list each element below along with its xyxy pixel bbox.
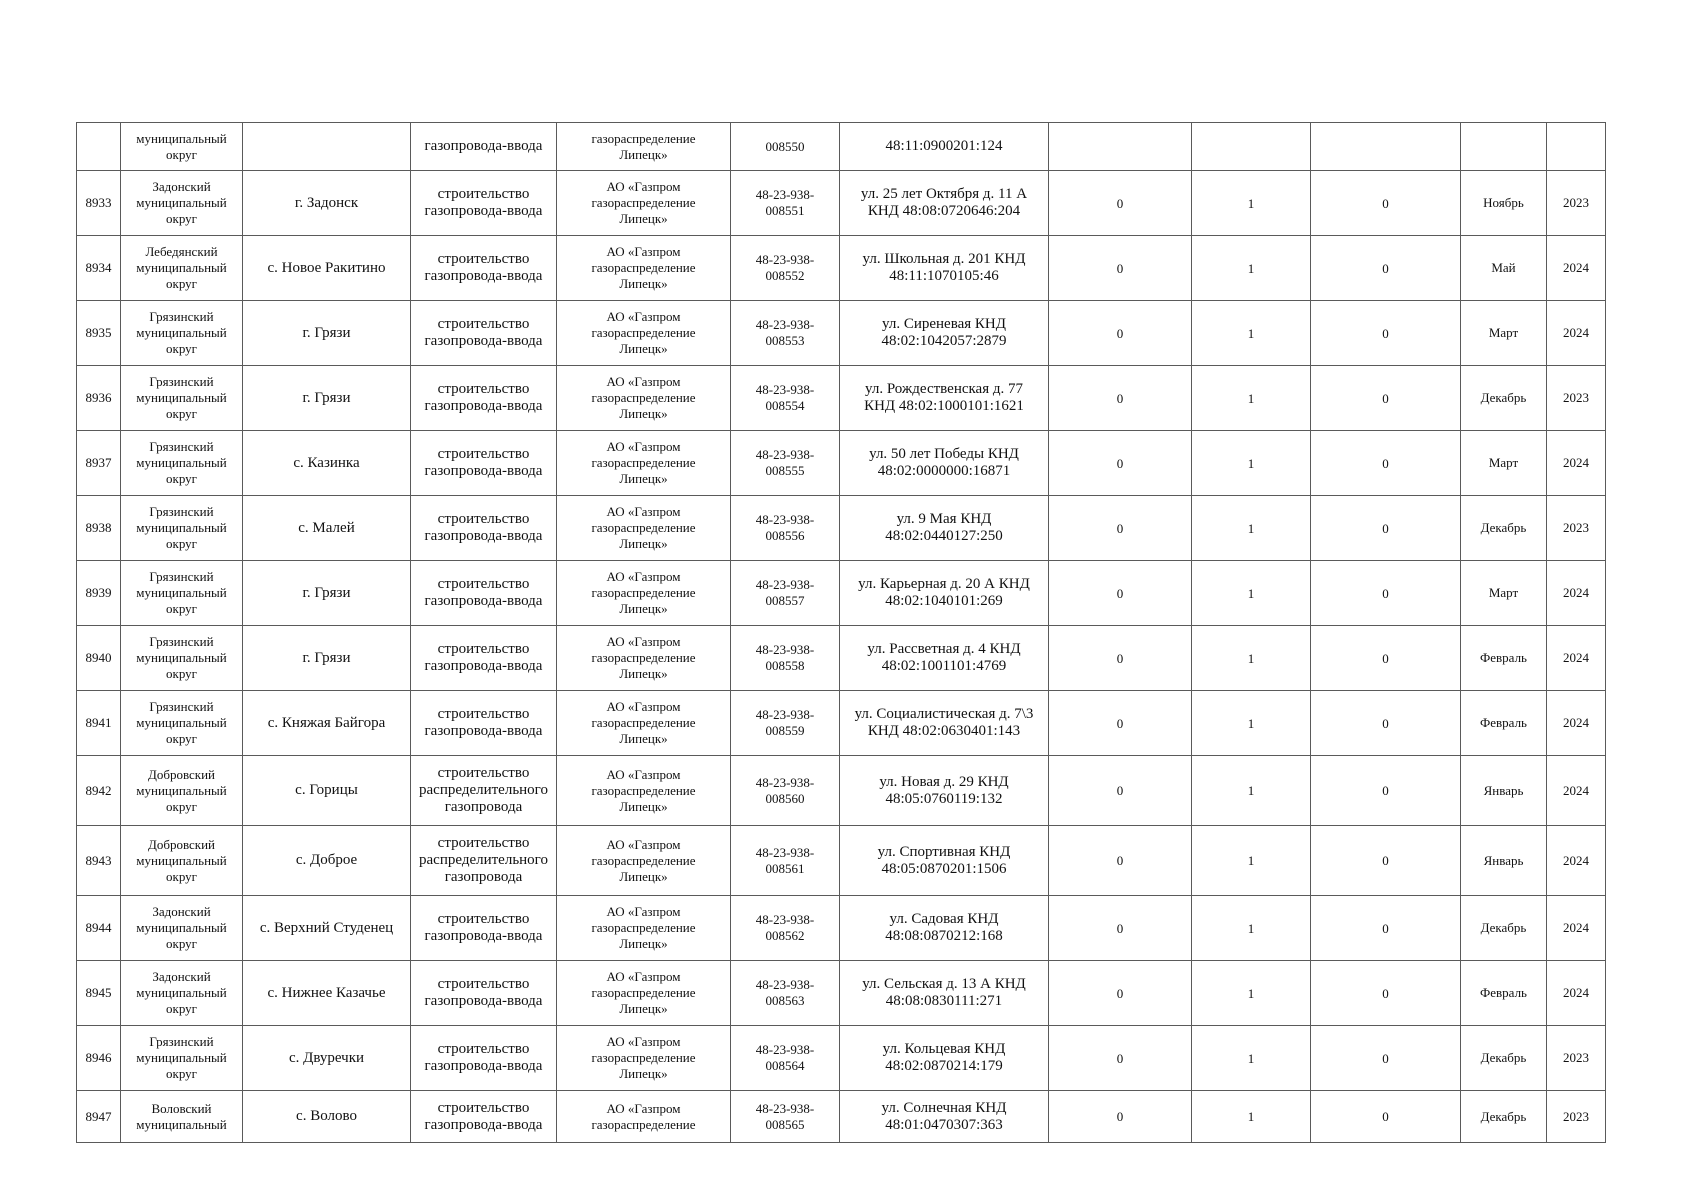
organization-cell: АО «Газпром газораспределение Липецк» [557,236,731,301]
district-cell: Воловский муниципальный [121,1091,243,1143]
locality-cell: с. Княжая Байгора [243,691,411,756]
table-row [77,961,1606,1026]
table-row [77,896,1606,961]
value-cell-1: 0 [1049,1091,1192,1143]
year-cell: 2024 [1547,301,1606,366]
registration-code-cell: 48-23-938- 008556 [731,496,840,561]
month-cell: Март [1461,561,1547,626]
work-type-cell: строительство газопровода-ввода [411,496,557,561]
row-number: 8944 [77,896,121,961]
address-cell: ул. Сельская д. 13 А КНД 48:08:0830111:271 [840,961,1049,1026]
registration-code-cell: 48-23-938- 008562 [731,896,840,961]
address-cell: ул. 50 лет Победы КНД 48:02:0000000:16871 [840,431,1049,496]
organization-cell: АО «Газпром газораспределение Липецк» [557,756,731,826]
row-number: 8941 [77,691,121,756]
value-cell-3: 0 [1311,431,1461,496]
value-cell-2: 1 [1192,756,1311,826]
value-cell-1: 0 [1049,561,1192,626]
year-cell: 2024 [1547,756,1606,826]
month-cell: Февраль [1461,691,1547,756]
row-number: 8947 [77,1091,121,1143]
value-cell-3: 0 [1311,171,1461,236]
value-cell-3: 0 [1311,236,1461,301]
year-cell: 2024 [1547,691,1606,756]
value-cell-1: 0 [1049,961,1192,1026]
organization-cell: АО «Газпром газораспределение Липецк» [557,171,731,236]
value-cell-2: 1 [1192,171,1311,236]
value-cell-3: 0 [1311,896,1461,961]
organization-cell: АО «Газпром газораспределение Липецк» [557,496,731,561]
value-cell-2: 1 [1192,561,1311,626]
locality-cell: г. Грязи [243,366,411,431]
organization-cell: АО «Газпром газораспределение Липецк» [557,301,731,366]
locality-cell: г. Грязи [243,561,411,626]
registration-code-cell: 48-23-938- 008558 [731,626,840,691]
year-cell [1547,123,1606,171]
district-cell: Грязинский муниципальный округ [121,626,243,691]
registration-code-cell: 48-23-938- 008554 [731,366,840,431]
year-cell: 2024 [1547,561,1606,626]
year-cell: 2024 [1547,961,1606,1026]
row-number: 8936 [77,366,121,431]
registration-code-cell: 008550 [731,123,840,171]
work-type-cell: строительство газопровода-ввода [411,691,557,756]
district-cell: Грязинский муниципальный округ [121,366,243,431]
registration-code-cell: 48-23-938- 008565 [731,1091,840,1143]
month-cell: Январь [1461,756,1547,826]
work-type-cell: строительство газопровода-ввода [411,961,557,1026]
work-type-cell: строительство газопровода-ввода [411,366,557,431]
organization-cell: газораспределение Липецк» [557,123,731,171]
organization-cell: АО «Газпром газораспределение Липецк» [557,896,731,961]
address-cell: ул. 25 лет Октября д. 11 А КНД 48:08:0720646:204 [840,171,1049,236]
organization-cell: АО «Газпром газораспределение Липецк» [557,431,731,496]
locality-cell: с. Волово [243,1091,411,1143]
registration-code-cell: 48-23-938- 008561 [731,826,840,896]
table-row [77,431,1606,496]
locality-cell: г. Грязи [243,626,411,691]
table-body [77,123,1606,1143]
year-cell: 2024 [1547,826,1606,896]
address-cell: ул. Карьерная д. 20 А КНД 48:02:1040101:269 [840,561,1049,626]
value-cell-2: 1 [1192,496,1311,561]
row-number: 8937 [77,431,121,496]
address-cell: ул. Садовая КНД 48:08:0870212:168 [840,896,1049,961]
locality-cell: с. Новое Ракитино [243,236,411,301]
year-cell: 2023 [1547,171,1606,236]
address-cell: ул. Рассветная д. 4 КНД 48:02:1001101:4769 [840,626,1049,691]
month-cell: Декабрь [1461,896,1547,961]
value-cell-3 [1311,123,1461,171]
value-cell-2: 1 [1192,1026,1311,1091]
work-type-cell: газопровода-ввода [411,123,557,171]
district-cell: Грязинский муниципальный округ [121,301,243,366]
organization-cell: АО «Газпром газораспределение [557,1091,731,1143]
table-row [77,626,1606,691]
locality-cell: с. Казинка [243,431,411,496]
table-row [77,171,1606,236]
work-type-cell: строительство газопровода-ввода [411,236,557,301]
address-cell: ул. Социалистическая д. 7\3 КНД 48:02:0630401:143 [840,691,1049,756]
organization-cell: АО «Газпром газораспределение Липецк» [557,626,731,691]
table-row [77,691,1606,756]
value-cell-1: 0 [1049,1026,1192,1091]
address-cell: ул. Кольцевая КНД 48:02:0870214:179 [840,1026,1049,1091]
value-cell-1: 0 [1049,301,1192,366]
value-cell-2: 1 [1192,301,1311,366]
locality-cell: с. Горицы [243,756,411,826]
locality-cell: с. Малей [243,496,411,561]
address-cell: ул. Рождественская д. 77 КНД 48:02:1000101:1621 [840,366,1049,431]
table-row [77,826,1606,896]
table-row [77,1026,1606,1091]
registration-code-cell: 48-23-938- 008564 [731,1026,840,1091]
table-row [77,236,1606,301]
locality-cell: г. Задонск [243,171,411,236]
locality-cell: с. Доброе [243,826,411,896]
value-cell-3: 0 [1311,496,1461,561]
address-cell: ул. 9 Мая КНД 48:02:0440127:250 [840,496,1049,561]
work-type-cell: строительство распределительного газопровода [411,826,557,896]
organization-cell: АО «Газпром газораспределение Липецк» [557,691,731,756]
work-type-cell: строительство газопровода-ввода [411,431,557,496]
value-cell-3: 0 [1311,826,1461,896]
address-cell: ул. Школьная д. 201 КНД 48:11:1070105:46 [840,236,1049,301]
address-cell: ул. Спортивная КНД 48:05:0870201:1506 [840,826,1049,896]
year-cell: 2023 [1547,1091,1606,1143]
row-number: 8938 [77,496,121,561]
month-cell: Январь [1461,826,1547,896]
organization-cell: АО «Газпром газораспределение Липецк» [557,826,731,896]
month-cell: Февраль [1461,626,1547,691]
organization-cell: АО «Газпром газораспределение Липецк» [557,1026,731,1091]
month-cell: Май [1461,236,1547,301]
locality-cell: с. Двуречки [243,1026,411,1091]
value-cell-1: 0 [1049,756,1192,826]
work-type-cell: строительство газопровода-ввода [411,896,557,961]
row-number: 8942 [77,756,121,826]
value-cell-1 [1049,123,1192,171]
district-cell: Грязинский муниципальный округ [121,691,243,756]
work-type-cell: строительство газопровода-ввода [411,1091,557,1143]
value-cell-2: 1 [1192,961,1311,1026]
value-cell-1: 0 [1049,691,1192,756]
district-cell: Лебедянский муниципальный округ [121,236,243,301]
month-cell: Ноябрь [1461,171,1547,236]
organization-cell: АО «Газпром газораспределение Липецк» [557,961,731,1026]
row-number: 8943 [77,826,121,896]
value-cell-1: 0 [1049,626,1192,691]
locality-cell: г. Грязи [243,301,411,366]
value-cell-2: 1 [1192,826,1311,896]
locality-cell: с. Нижнее Казачье [243,961,411,1026]
district-cell: Грязинский муниципальный округ [121,496,243,561]
row-number: 8935 [77,301,121,366]
value-cell-3: 0 [1311,1091,1461,1143]
organization-cell: АО «Газпром газораспределение Липецк» [557,561,731,626]
value-cell-1: 0 [1049,171,1192,236]
value-cell-3: 0 [1311,1026,1461,1091]
registration-code-cell: 48-23-938- 008563 [731,961,840,1026]
month-cell: Декабрь [1461,1091,1547,1143]
value-cell-3: 0 [1311,691,1461,756]
value-cell-2 [1192,123,1311,171]
locality-cell: с. Верхний Студенец [243,896,411,961]
row-number: 8934 [77,236,121,301]
address-cell: ул. Солнечная КНД 48:01:0470307:363 [840,1091,1049,1143]
row-number: 8933 [77,171,121,236]
value-cell-1: 0 [1049,236,1192,301]
table-row [77,561,1606,626]
district-cell: Задонский муниципальный округ [121,961,243,1026]
address-cell: ул. Новая д. 29 КНД 48:05:0760119:132 [840,756,1049,826]
address-cell: ул. Сиреневая КНД 48:02:1042057:2879 [840,301,1049,366]
year-cell: 2024 [1547,626,1606,691]
table-row [77,366,1606,431]
registration-code-cell: 48-23-938- 008560 [731,756,840,826]
work-type-cell: строительство газопровода-ввода [411,171,557,236]
value-cell-2: 1 [1192,236,1311,301]
month-cell: Декабрь [1461,496,1547,561]
value-cell-1: 0 [1049,366,1192,431]
table-row [77,301,1606,366]
district-cell: Задонский муниципальный округ [121,171,243,236]
district-cell: муниципальный округ [121,123,243,171]
year-cell: 2024 [1547,236,1606,301]
value-cell-2: 1 [1192,896,1311,961]
registration-code-cell: 48-23-938- 008557 [731,561,840,626]
records-table [76,122,1606,1143]
organization-cell: АО «Газпром газораспределение Липецк» [557,366,731,431]
work-type-cell: строительство газопровода-ввода [411,561,557,626]
locality-cell [243,123,411,171]
year-cell: 2024 [1547,431,1606,496]
year-cell: 2023 [1547,366,1606,431]
address-cell: 48:11:0900201:124 [840,123,1049,171]
row-number: 8940 [77,626,121,691]
value-cell-1: 0 [1049,896,1192,961]
registration-code-cell: 48-23-938- 008555 [731,431,840,496]
value-cell-2: 1 [1192,431,1311,496]
work-type-cell: строительство распределительного газопровода [411,756,557,826]
registration-code-cell: 48-23-938- 008559 [731,691,840,756]
work-type-cell: строительство газопровода-ввода [411,626,557,691]
district-cell: Грязинский муниципальный округ [121,431,243,496]
value-cell-2: 1 [1192,366,1311,431]
year-cell: 2024 [1547,896,1606,961]
row-number: 8939 [77,561,121,626]
value-cell-3: 0 [1311,366,1461,431]
value-cell-3: 0 [1311,626,1461,691]
year-cell: 2023 [1547,1026,1606,1091]
month-cell: Март [1461,301,1547,366]
registration-code-cell: 48-23-938- 008552 [731,236,840,301]
month-cell: Февраль [1461,961,1547,1026]
district-cell: Добровский муниципальный округ [121,756,243,826]
value-cell-3: 0 [1311,756,1461,826]
row-number: 8946 [77,1026,121,1091]
month-cell: Декабрь [1461,366,1547,431]
table-row [77,756,1606,826]
work-type-cell: строительство газопровода-ввода [411,1026,557,1091]
district-cell: Грязинский муниципальный округ [121,1026,243,1091]
row-number [77,123,121,171]
registration-code-cell: 48-23-938- 008553 [731,301,840,366]
value-cell-1: 0 [1049,496,1192,561]
value-cell-3: 0 [1311,561,1461,626]
registration-code-cell: 48-23-938- 008551 [731,171,840,236]
table-row [77,496,1606,561]
district-cell: Грязинский муниципальный округ [121,561,243,626]
table-row [77,1091,1606,1143]
month-cell [1461,123,1547,171]
value-cell-2: 1 [1192,1091,1311,1143]
work-type-cell: строительство газопровода-ввода [411,301,557,366]
value-cell-1: 0 [1049,826,1192,896]
value-cell-3: 0 [1311,961,1461,1026]
value-cell-3: 0 [1311,301,1461,366]
year-cell: 2023 [1547,496,1606,561]
district-cell: Добровский муниципальный округ [121,826,243,896]
value-cell-2: 1 [1192,691,1311,756]
row-number: 8945 [77,961,121,1026]
value-cell-2: 1 [1192,626,1311,691]
table-row [77,123,1606,171]
district-cell: Задонский муниципальный округ [121,896,243,961]
value-cell-1: 0 [1049,431,1192,496]
month-cell: Декабрь [1461,1026,1547,1091]
month-cell: Март [1461,431,1547,496]
